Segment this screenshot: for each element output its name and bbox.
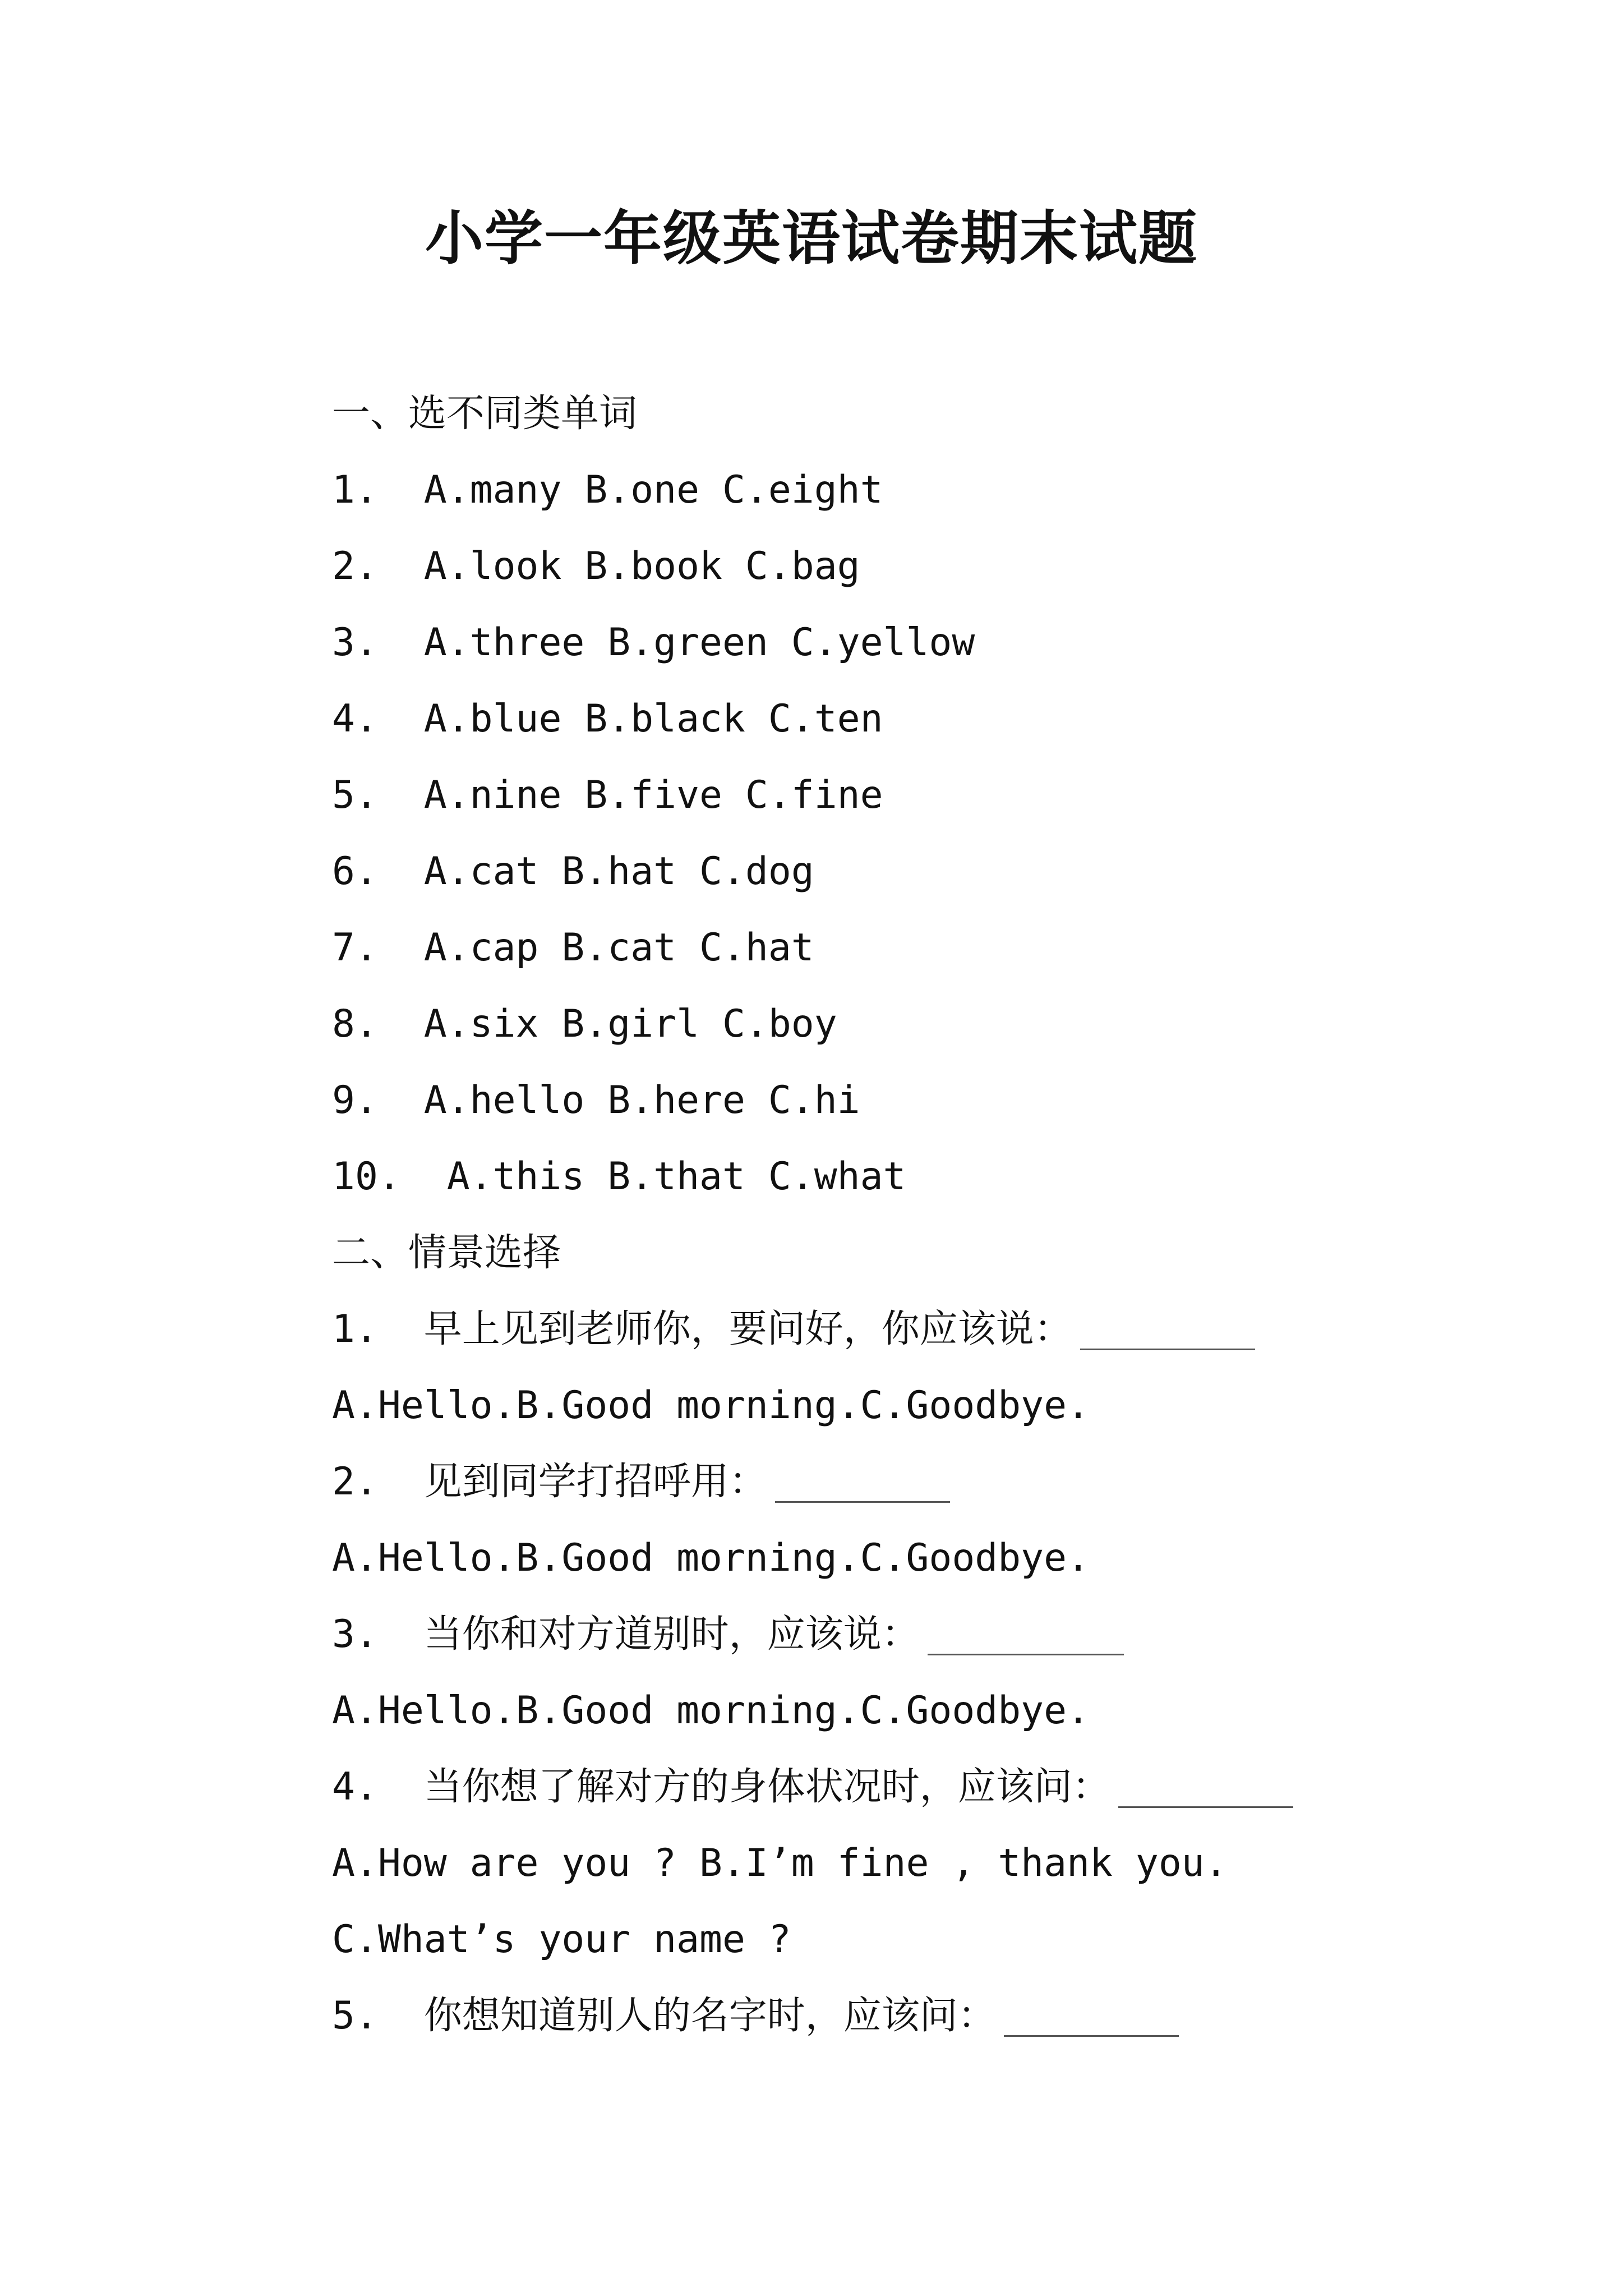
question-2-2: 2. 见到同学打招呼用：: [332, 1444, 1510, 1520]
page-title: 小学一年级英语试卷期末试题: [425, 204, 1198, 273]
answer-blank[interactable]: [1118, 1774, 1293, 1808]
question-2-3: 3. 当你和对方道别时，应该说：: [332, 1596, 1510, 1673]
question-2-1: 1. 早上见到老师你，要问好，你应该说：: [332, 1291, 1510, 1368]
exam-content: [332, 376, 1510, 2054]
answer-blank[interactable]: [1080, 1316, 1255, 1350]
answer-blank[interactable]: [1004, 2003, 1179, 2037]
question-1-3: 3. A.three B.green C.yellow: [332, 620, 975, 665]
section-heading-2: 二、情景选择: [332, 1231, 561, 1275]
question-1-6: 6. A.cat B.hat C.dog: [332, 849, 814, 894]
section-heading-1: 一、选不同类单词: [332, 392, 638, 436]
question-2-3-options: A.Hello.B.Good morning.C.Goodbye.: [332, 1688, 1090, 1733]
question-1-2: 2. A.look B.book C.bag: [332, 544, 860, 588]
question-1-7: 7. A.cap B.cat C.hat: [332, 926, 814, 970]
question-1-4: 4. A.blue B.black C.ten: [332, 697, 883, 741]
question-1-9: 9. A.hello B.here C.hi: [332, 1078, 860, 1122]
question-2-2-options: A.Hello.B.Good morning.C.Goodbye.: [332, 1536, 1090, 1580]
question-2-4-options-a: A.How are you ? B.I’m fine , thank you.: [332, 1841, 1228, 1885]
question-1-10: 10. A.this B.that C.what: [332, 1154, 906, 1199]
question-2-5: 5. 你想知道别人的名字时，应该问：: [332, 1978, 1510, 2054]
answer-blank[interactable]: [928, 1621, 1124, 1655]
question-2-1-options: A.Hello.B.Good morning.C.Goodbye.: [332, 1383, 1090, 1428]
question-1-5: 5. A.nine B.five C.fine: [332, 773, 883, 817]
question-2-4: 4. 当你想了解对方的身体状况时，应该问：: [332, 1749, 1510, 1825]
question-2-4-options-b: C.What’s your name ?: [332, 1917, 791, 1962]
answer-blank[interactable]: [775, 1469, 950, 1503]
question-1-8: 8. A.six B.girl C.boy: [332, 1002, 837, 1046]
question-1-1: 1. A.many B.one C.eight: [332, 468, 883, 512]
